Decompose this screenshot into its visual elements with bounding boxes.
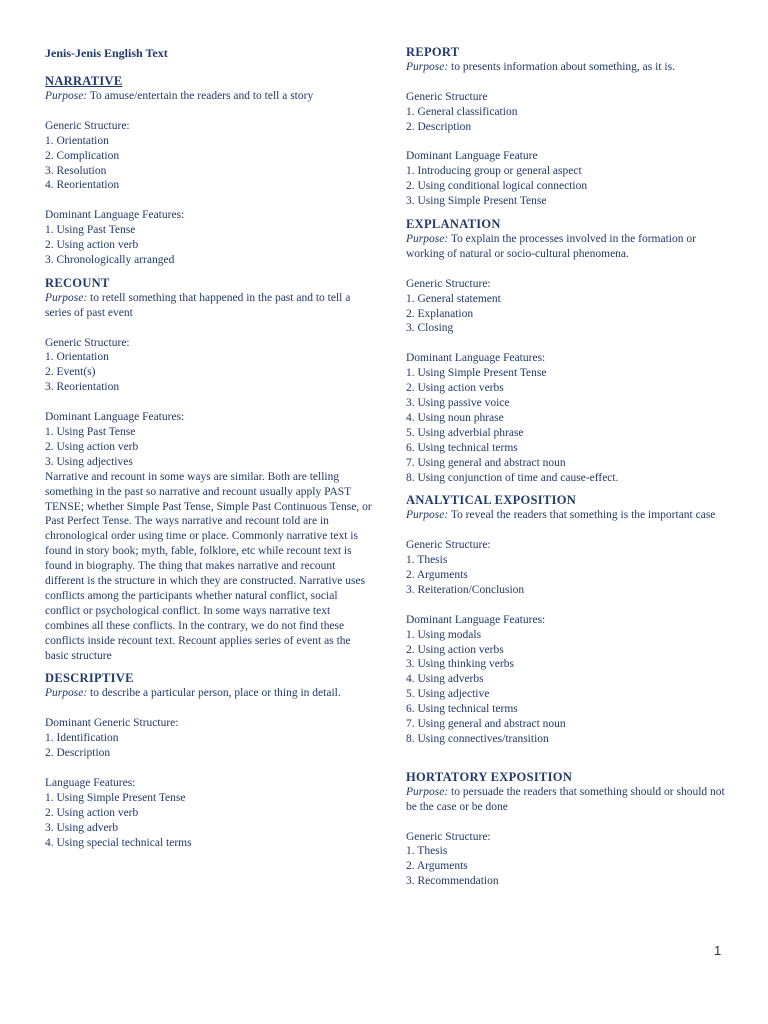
purpose-label: Purpose: bbox=[45, 687, 88, 700]
section-descriptive bbox=[45, 670, 375, 850]
document-title: Jenis-Jenis English Text bbox=[45, 46, 168, 60]
purpose-label: Purpose: bbox=[45, 90, 88, 102]
list-item: 1. Thesis bbox=[406, 845, 448, 858]
list-item: 3. Resolution bbox=[45, 164, 107, 177]
list-item: 2. Explanation bbox=[406, 307, 474, 320]
list-item: 3. Using Simple Present Tense bbox=[406, 195, 547, 208]
purpose-label: Purpose: bbox=[406, 509, 449, 522]
list-item: 2. Using action verb bbox=[45, 806, 139, 819]
list-item: 3. Reorientation bbox=[45, 381, 120, 394]
list-item: 2. Arguments bbox=[406, 860, 468, 873]
list-item: 7. Using general and abstract noun bbox=[406, 718, 566, 731]
list-item: 1. General classification bbox=[406, 105, 518, 118]
list-item: 3. Reiteration/Conclusion bbox=[406, 583, 525, 596]
section-heading: EXPLANATION bbox=[406, 217, 501, 232]
list-item: 1. Orientation bbox=[45, 134, 109, 147]
list-item: 2. Complication bbox=[45, 149, 120, 162]
structure-label: Generic Structure: bbox=[406, 830, 491, 843]
list-item: 5. Using adverbial phrase bbox=[406, 426, 524, 439]
purpose-text: Purpose: to presents information about something, as it is. bbox=[406, 61, 675, 73]
list-item: 6. Using technical terms bbox=[406, 441, 518, 454]
structure-label: Generic Structure: bbox=[45, 119, 130, 132]
section-recount bbox=[45, 275, 375, 664]
list-item: 3. Using passive voice bbox=[406, 396, 510, 409]
section-narrative bbox=[45, 73, 375, 268]
list-item: 4. Using special technical terms bbox=[45, 836, 192, 849]
list-item: 1. Thesis bbox=[406, 554, 448, 567]
section-report bbox=[406, 44, 736, 209]
list-item: 3. Using thinking verbs bbox=[406, 658, 514, 671]
right-column bbox=[406, 44, 736, 889]
section-analytical-exposition bbox=[406, 492, 736, 746]
list-item: 2. Event(s) bbox=[45, 366, 96, 379]
list-item: 2. Description bbox=[406, 120, 472, 133]
list-item: 2. Using action verb bbox=[45, 239, 139, 252]
features-label: Dominant Language Features: bbox=[45, 209, 185, 222]
list-item: 1. Orientation bbox=[45, 351, 109, 364]
structure-label: Generic Structure: bbox=[45, 336, 130, 349]
list-item: 3. Closing bbox=[406, 322, 454, 335]
list-item: 2. Using action verbs bbox=[406, 382, 504, 395]
list-item: 3. Using adverb bbox=[45, 821, 119, 834]
list-item: 1. Introducing group or general aspect bbox=[406, 165, 582, 178]
section-heading: ANALYTICAL EXPOSITION bbox=[406, 493, 577, 508]
features-label: Dominant Language Features: bbox=[406, 613, 546, 626]
purpose-text: Purpose: To reveal the readers that something is the important case bbox=[406, 509, 716, 522]
section-heading: NARRATIVE bbox=[45, 74, 123, 88]
purpose-text: Purpose: to persuade the readers that something should or should not be the case or be done bbox=[406, 785, 725, 813]
list-item: 1. Using Simple Present Tense bbox=[45, 791, 186, 804]
features-label: Dominant Language Features: bbox=[406, 352, 546, 365]
structure-label: Dominant Generic Structure: bbox=[45, 717, 179, 730]
features-label: Dominant Language Feature bbox=[406, 150, 538, 163]
section-heading: HORTATORY EXPOSITION bbox=[406, 769, 573, 784]
structure-label: Generic Structure bbox=[406, 90, 488, 103]
purpose-label: Purpose: bbox=[45, 291, 88, 304]
features-label: Language Features: bbox=[45, 776, 136, 789]
list-item: 4. Using noun phrase bbox=[406, 411, 504, 424]
list-item: 8. Using conjunction of time and cause-effect. bbox=[406, 471, 619, 484]
list-item: 8. Using connectives/transition bbox=[406, 732, 549, 745]
list-item: 1. Using Simple Present Tense bbox=[406, 367, 547, 380]
list-item: 1. General statement bbox=[406, 292, 501, 305]
list-item: 2. Arguments bbox=[406, 569, 468, 582]
section-heading: DESCRIPTIVE bbox=[45, 671, 134, 686]
list-item: 2. Using action verbs bbox=[406, 643, 504, 656]
page-number: 1 bbox=[714, 943, 722, 958]
list-item: 1. Using Past Tense bbox=[45, 224, 136, 237]
purpose-text: Purpose: To amuse/entertain the readers and to tell a story bbox=[45, 90, 314, 102]
purpose-text: Purpose: to describe a particular person, place or thing in detail. bbox=[45, 687, 341, 700]
list-item: 3. Chronologically arranged bbox=[45, 253, 175, 266]
list-item: 3. Using adjectives bbox=[45, 455, 133, 468]
left-column bbox=[45, 44, 375, 850]
section-heading: REPORT bbox=[406, 45, 460, 59]
list-item: 1. Using Past Tense bbox=[45, 425, 136, 438]
list-item: 2. Description bbox=[45, 747, 111, 760]
list-item: 1. Identification bbox=[45, 732, 119, 745]
features-label: Dominant Language Features: bbox=[45, 411, 185, 424]
list-item: 4. Reorientation bbox=[45, 179, 120, 192]
section-explanation bbox=[406, 216, 736, 485]
list-item: 7. Using general and abstract noun bbox=[406, 456, 566, 469]
list-item: 5. Using adjective bbox=[406, 688, 490, 701]
purpose-label: Purpose: bbox=[406, 61, 449, 73]
list-item: 2. Using action verb bbox=[45, 440, 139, 453]
structure-label: Generic Structure: bbox=[406, 277, 491, 290]
structure-label: Generic Structure: bbox=[406, 539, 491, 552]
list-item: 3. Recommendation bbox=[406, 875, 499, 888]
list-item: 6. Using technical terms bbox=[406, 703, 518, 716]
section-hortatory-exposition bbox=[406, 769, 736, 889]
purpose-label: Purpose: bbox=[406, 785, 449, 798]
comparison-paragraph: Narrative and recount in some ways are similar. Both are telling something in the past so narrative and recount usually apply PAST TENSE; whether Simple Past Tense, Simple Past Continuous Tense, or Past Perfect Tense. The ways narrative and recount told are in chronological order using time or place. Commonly narrative text is found in story book; myth, fable, folklore, etc while recount text is found in biography. The thing that makes narrative and recount different is the structure in which they are constructed. Narrative uses conflicts among the participants whether natural conflict, social conflict or psychological conflict. In some ways narrative text combines all these conflicts. In the contrary, we do not find these conflicts inside recount text. Recount applies series of event as the basic structure bbox=[45, 470, 372, 662]
list-item: 1. Using modals bbox=[406, 628, 482, 641]
purpose-text: Purpose: to retell something that happened in the past and to tell a series of past event bbox=[45, 291, 351, 319]
purpose-text: Purpose: To explain the processes involved in the formation or working of natural or socio-cultural phenomena. bbox=[406, 233, 696, 260]
list-item: 2. Using conditional logical connection bbox=[406, 180, 588, 193]
section-heading: RECOUNT bbox=[45, 275, 110, 290]
list-item: 4. Using adverbs bbox=[406, 673, 484, 686]
purpose-label: Purpose: bbox=[406, 233, 449, 246]
